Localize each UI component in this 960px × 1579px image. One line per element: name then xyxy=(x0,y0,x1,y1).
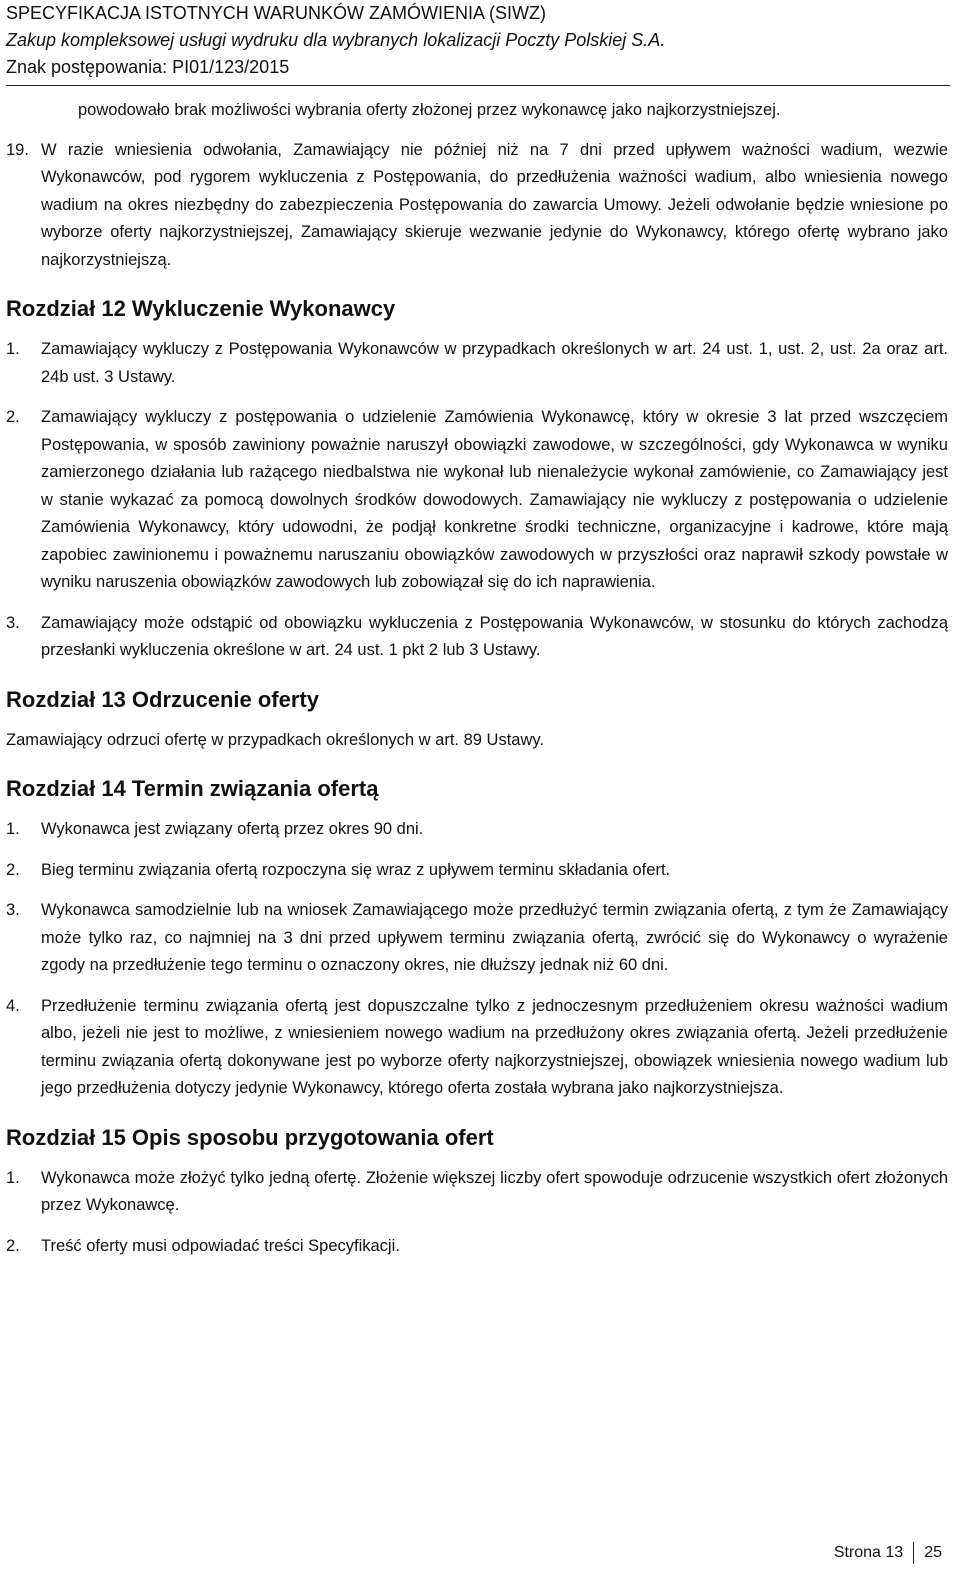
list-item-text: Wykonawca jest związany ofertą przez okres 90 dni. xyxy=(41,820,424,838)
list-item-text: Wykonawca może złożyć tylko jedną ofertę. Złożenie większej liczby ofert spowoduje odrzucenie wszystkich ofert złożonych przez Wykonawcę. xyxy=(41,1168,948,1214)
ch15-item-1 xyxy=(6,1165,948,1220)
chapter-13-heading: Rozdział 13 Odrzucenie oferty xyxy=(6,686,319,712)
ch12-item-1 xyxy=(6,336,948,391)
ch12-item-3 xyxy=(6,610,948,665)
chapter-13-text: Zamawiający odrzuci ofertę w przypadkach określonych w art. 89 Ustawy. xyxy=(6,730,544,749)
list-item-text: Wykonawca samodzielnie lub na wniosek Zamawiającego może przedłużyć termin związania ofertą, z tym że Zamawiający może tylko raz, co najmniej na 3 dni przed upływem terminu związania ofertą, zwrócić się do Wykonawcy o wyrażenie zgody na przedłużenie tego terminu o oznaczony okres, nie dłuższy jednak niż 60 dni. xyxy=(41,901,948,974)
header-reference: Znak postępowania: PI01/123/2015 xyxy=(6,57,290,77)
page-header xyxy=(6,0,946,81)
page-number-divider xyxy=(913,1542,914,1564)
list-item-text: W razie wniesienia odwołania, Zamawiający nie później niż na 7 dni przed upływem ważności wadium, wezwie Wykonawców, pod rygorem wykluczenia z Postępowania, do przedłużenia ważności wadium, albo wniesienia nowego wadium na okres niezbędny do zabezpieczenia Postępowania do zawarcia Umowy. Jeżeli odwołanie będzie wniesione po wyborze oferty najkorzystniejszej, Zamawiający skieruje wezwanie jedynie do Wykonawcy, którego ofertę wybrano jako najkorzystniejszą. xyxy=(41,140,948,269)
document-body xyxy=(6,97,948,1273)
ch12-item-2 xyxy=(6,404,948,597)
list-item-text: Zamawiający wykluczy z postępowania o udzielenie Zamówienia Wykonawcę, który w okresie 3 lat przed wszczęciem Postępowania, w sposób zawiniony poważnie naruszył obowiązki zawodowe, w szczególności, gdy Wykonawca w wyniku zamierzonego działania lub rażącego niedbalstwa nie wykonał lub nienależycie wykonał zamówienie, co Zamawiający jest w stanie wykazać za pomocą dowolnych środków dowodowych. Zamawiający nie wykluczy z postępowania o udzielenie Zamówienia Wykonawcy, który udowodni, że podjął konkretne środki techniczne, organizacyjne i kadrowe, które mają zapobiec zawinionemu i poważnemu naruszaniu obowiązków zawodowych w przyszłości oraz naprawił szkody powstałe w wyniku naruszenia obowiązków zawodowych lub zobowiązał się do ich naprawienia. xyxy=(41,408,948,591)
list-item-text: Zamawiający wykluczy z Postępowania Wykonawców w przypadkach określonych w art. 24 ust. 1, ust. 2, ust. 2a oraz art. 24b ust. 3 Ustawy. xyxy=(41,340,948,386)
ch14-item-1 xyxy=(6,816,948,844)
ch15-item-2 xyxy=(6,1233,948,1261)
list-item-19 xyxy=(6,137,948,275)
list-item-number: 3. xyxy=(6,901,20,919)
chapter-14-heading: Rozdział 14 Termin związania ofertą xyxy=(6,776,379,801)
list-item-text: Bieg terminu związania ofertą rozpoczyna się wraz z upływem terminu składania ofert. xyxy=(41,860,671,879)
list-item-number: 3. xyxy=(6,613,20,632)
list-item-number: 19. xyxy=(6,140,29,159)
list-item-text: Przedłużenie terminu związania ofertą jest dopuszczalne tylko z jednoczesnym przedłużeniem okresu ważności wadium albo, jeżeli nie jest to możliwe, z wniesieniem nowego wadium na przedłużony okres związania ofertą. Jeżeli przedłużenie terminu związania ofertą dokonywane jest po wyborze oferty najkorzystniejszej, obowiązek wniesienia nowego wadium lub jego przedłużenia dotyczy jedynie Wykonawcy, którego oferta została wybrana jako najkorzystniejsza. xyxy=(41,996,948,1097)
header-subject: Zakup kompleksowej usługi wydruku dla wybranych lokalizacji Poczty Polskiej S.A. xyxy=(6,30,666,50)
ch14-item-4 xyxy=(6,993,948,1103)
list-item-number: 1. xyxy=(6,1168,20,1187)
ch14-item-2 xyxy=(6,857,948,885)
chapter-15-heading: Rozdział 15 Opis sposobu przygotowania ofert xyxy=(6,1124,494,1150)
header-title: SPECYFIKACJA ISTOTNYCH WARUNKÓW ZAMÓWIENIA (SIWZ) xyxy=(6,3,547,23)
list-item-number: 2. xyxy=(6,408,20,426)
page-footer xyxy=(834,1541,942,1565)
ch14-item-3 xyxy=(6,897,948,980)
list-item-number: 1. xyxy=(6,820,20,838)
continued-paragraph: powodowało brak możliwości wybrania oferty złożonej przez wykonawcę jako najkorzystniejszej. xyxy=(78,101,781,119)
page-number-label: Strona 13 xyxy=(833,1544,904,1561)
list-item-number: 1. xyxy=(6,340,20,358)
list-item-text: Treść oferty musi odpowiadać treści Specyfikacji. xyxy=(41,1236,400,1255)
list-item-number: 2. xyxy=(6,860,20,879)
header-divider xyxy=(6,85,950,86)
chapter-12-heading: Rozdział 12 Wykluczenie Wykonawcy xyxy=(6,296,396,321)
list-item-number: 2. xyxy=(6,1236,20,1255)
list-item-number: 4. xyxy=(6,996,20,1015)
page-total: 25 xyxy=(924,1544,942,1561)
list-item-text: Zamawiający może odstąpić od obowiązku wykluczenia z Postępowania Wykonawców, w stosunku do których zachodzą przesłanki wykluczenia określone w art. 24 ust. 1 pkt 2 lub 3 Ustawy. xyxy=(41,613,948,659)
